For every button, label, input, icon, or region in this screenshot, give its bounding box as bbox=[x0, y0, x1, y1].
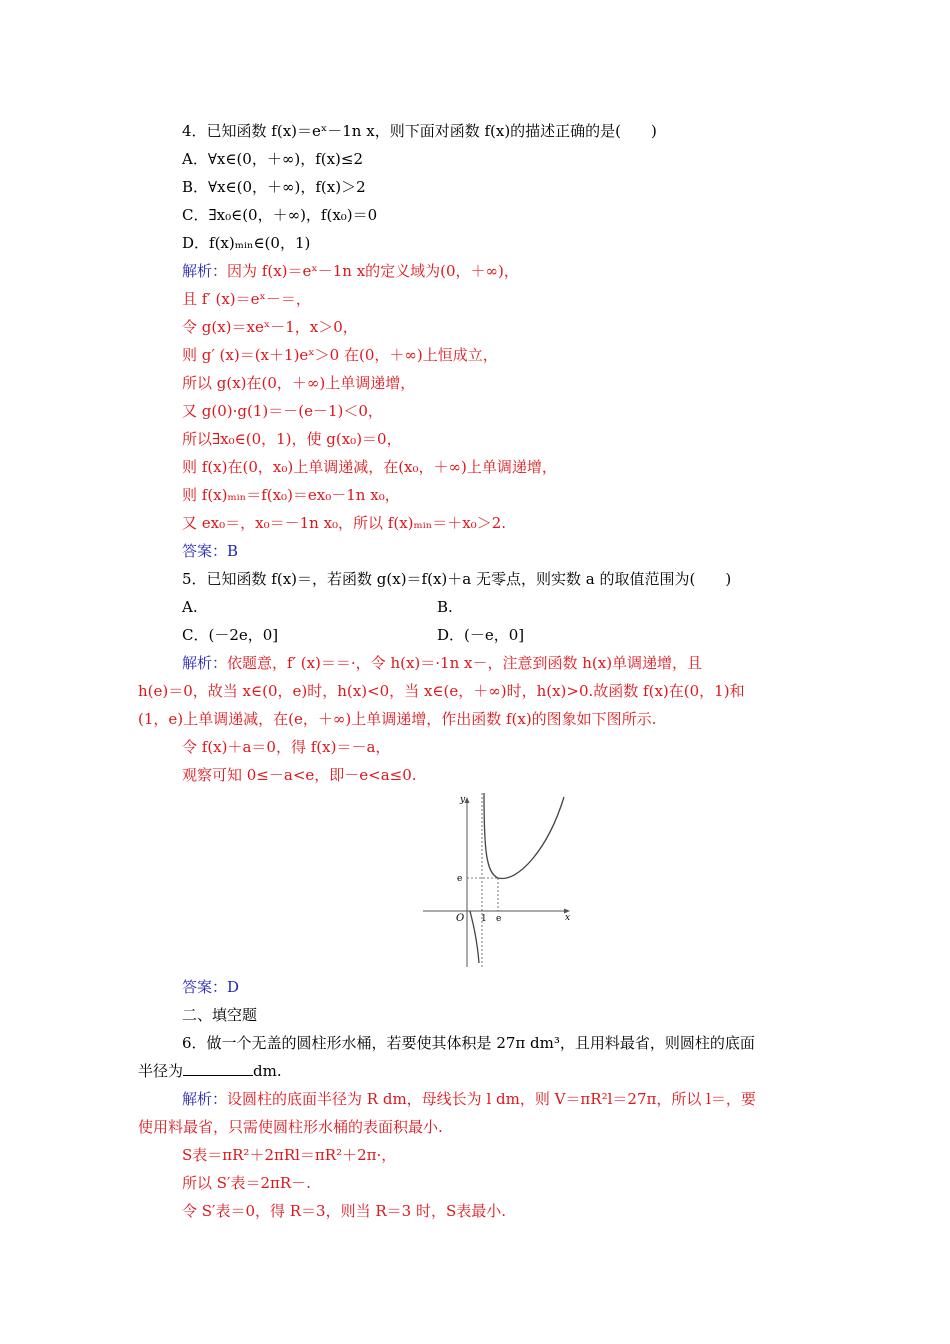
x-tick-1: 1 bbox=[481, 914, 487, 924]
q4-solution-line: 所以∃x₀∈(0，1)，使 g(x₀)＝0， bbox=[182, 430, 402, 448]
q5-option-c: C．(－2e，0] bbox=[182, 626, 279, 644]
q6-solution-line: S表＝πR²＋2πRl＝πR²＋2π·， bbox=[182, 1146, 397, 1164]
q4-solution-line: 且 f′ (x)＝eˣ－＝， bbox=[182, 290, 311, 308]
q4-solution-line: 则 f(x)ₘᵢₙ＝f(x₀)＝ex₀－1n x₀， bbox=[182, 486, 400, 504]
section-heading: 二、填空题 bbox=[182, 1006, 258, 1024]
q4-option-c: C．∃x₀∈(0，＋∞)，f(x₀)＝0 bbox=[182, 206, 378, 224]
q5-answer: 答案：D bbox=[182, 978, 240, 996]
q6-stem-part: 半径为 bbox=[138, 1062, 184, 1080]
q6-solution-line: 令 S′表＝0，得 R＝3，则当 R＝3 时，S表最小. bbox=[182, 1202, 507, 1220]
solution-label: 解析： bbox=[182, 1090, 228, 1108]
y-axis-arrow bbox=[465, 797, 470, 803]
x-axis-label: x bbox=[565, 913, 571, 923]
solution-text: 因为 f(x)＝eˣ－1n x的定义域为(0，＋∞)， bbox=[227, 262, 519, 280]
q5-solution-line: 令 f(x)＋a＝0，得 f(x)＝－a， bbox=[182, 738, 391, 756]
q6-stem-line1: 6．做一个无盖的圆柱形水桶，若要使其体积是 27π dm³，且用料最省，则圆柱的底面 bbox=[182, 1034, 755, 1052]
q5-option-b: B. bbox=[437, 598, 453, 616]
q5-solution-line: (1，e)上单调递减，在(e，＋∞)上单调递增，作出函数 f(x)的图象如下图所示. bbox=[138, 710, 657, 728]
q4-solution-line: 所以 g(x)在(0，＋∞)上单调递增， bbox=[182, 374, 416, 392]
q4-option-d: D．f(x)ₘᵢₙ∈(0，1) bbox=[182, 234, 311, 252]
y-axis-label: y bbox=[460, 795, 466, 805]
curve-left-branch bbox=[470, 911, 479, 963]
q6-stem-line2 bbox=[138, 1061, 282, 1081]
curve-right-branch bbox=[484, 793, 564, 878]
q4-solution-first bbox=[182, 261, 519, 281]
solution-label: 解析： bbox=[182, 654, 228, 672]
solution-text: 设圆柱的底面半径为 R dm，母线长为 l dm，则 V＝πR²l＝27π，所以 l＝，要 bbox=[227, 1090, 756, 1108]
solution-label: 解析： bbox=[182, 262, 228, 280]
q5-option-d: D．(－e，0] bbox=[437, 626, 525, 644]
y-tick-e: e bbox=[457, 874, 463, 884]
q4-stem: 4．已知函数 f(x)＝eˣ－1n x，则下面对函数 f(x)的描述正确的是( ) bbox=[182, 122, 657, 140]
q4-solution-line: 则 g′ (x)＝(x＋1)eˣ＞0 在(0，＋∞)上恒成立， bbox=[182, 346, 498, 364]
q4-option-b: B．∀x∈(0，＋∞)，f(x)＞2 bbox=[182, 178, 366, 196]
q5-solution-line: h(e)＝0，故当 x∈(0，e)时，h(x)<0，当 x∈(e，＋∞)时，h(x)>0.故函数 f(x)在(0，1)和 bbox=[138, 682, 745, 700]
q4-answer: 答案：B bbox=[182, 542, 239, 560]
q4-solution-line: 又 g(0)·g(1)＝－(e－1)＜0， bbox=[182, 402, 383, 420]
q4-option-a: A．∀x∈(0，＋∞)，f(x)≤2 bbox=[182, 150, 364, 168]
solution-text: 依题意，f′ (x)＝＝·，令 h(x)＝·1n x－，注意到函数 h(x)单调递增，且 bbox=[227, 654, 703, 672]
q4-solution-line: 令 g(x)＝xeˣ－1，x＞0， bbox=[182, 318, 358, 336]
q5-solution-line: 观察可知 0≤－a<e，即－e<a≤0. bbox=[182, 766, 417, 784]
q6-solution-line: 所以 S′表＝2πR－. bbox=[182, 1174, 311, 1192]
q6-solution-line: 使用料最省，只需使圆柱形水桶的表面积最小. bbox=[138, 1118, 443, 1136]
q5-stem: 5．已知函数 f(x)＝，若函数 g(x)＝f(x)＋a 无零点，则实数 a 的取值范围为( ) bbox=[182, 570, 732, 588]
q4-solution-line: 又 ex₀＝，x₀＝－1n x₀，所以 f(x)ₘᵢₙ＝＋x₀＞2. bbox=[182, 514, 507, 532]
q5-option-a: A. bbox=[182, 598, 198, 616]
q6-stem-unit: dm. bbox=[253, 1062, 282, 1080]
q6-solution-first bbox=[182, 1089, 756, 1109]
answer-blank bbox=[183, 1061, 253, 1076]
origin-label: O bbox=[456, 913, 465, 924]
function-graph bbox=[423, 789, 573, 969]
q4-solution-line: 则 f(x)在(0，x₀)上单调递减，在(x₀，＋∞)上单调递增， bbox=[182, 458, 557, 476]
x-tick-e: e bbox=[496, 914, 502, 924]
q5-solution-first bbox=[182, 653, 702, 673]
